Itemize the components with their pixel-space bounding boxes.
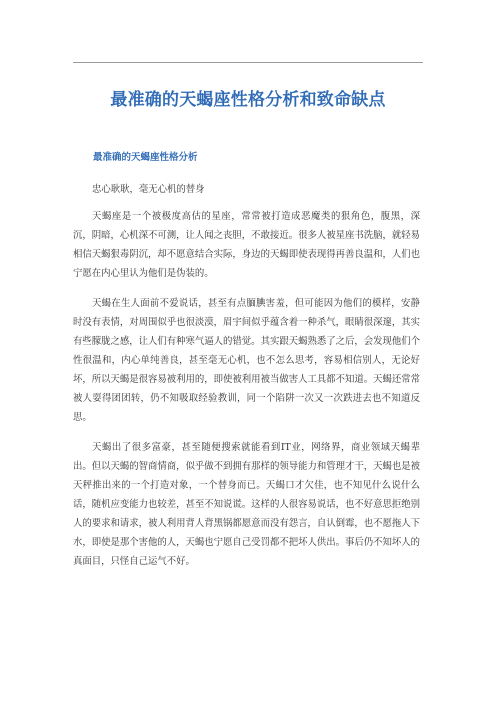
- subtitle-paragraph: 忠心耿耿，毫无心机的替身: [92, 184, 205, 195]
- document-title: 最准确的天蝎座性格分析和致命缺点: [110, 90, 386, 110]
- body-paragraph-1: 天蝎座是一个被极度高估的星座，常常被打造成恶魔类的狠角色，腹黑，深沉，阴暗，心机深不可测，让人闻之丧胆，不敢接近。很多人被星座书洗脑，就轻易相信天蝎狠毒阴沉，却不愿意结合实际，身边的天蝎即使表现得再善良温和，人们也宁愿在内心里认为他们是伪装的。: [73, 211, 420, 279]
- section-heading: 最准确的天蝎座性格分析: [93, 152, 198, 163]
- header-rule: [73, 62, 423, 63]
- document-body: [73, 180, 420, 582]
- body-paragraph-3: 天蝎出了很多富豪，甚至随便搜索就能看到IT业，网络界，商业领域天蝎辈出。但以天蝎的智商情商，似乎做不到拥有那样的领导能力和管理才干，天蝎也是被天秤推出来的一个打造对象，一个替身而已。天蝎口才欠佳，也不知见什么说什么话，随机应变能力也较差，甚至不知说谎。这样的人很容易说话，也不好意思拒绝别人的要求和请求，被人利用背人背黑锅都愿意而没有怨言，自认倒霉，也不愿拖人下水，即使是那个害他的人，天蝎也宁愿自己受罚都不把坏人供出。事后仍不知坏人的真面目，只怪自己运气不好。: [73, 442, 420, 567]
- body-paragraph-2: 天蝎在生人面前不爱说话，甚至有点腼腆害羞，但可能因为他们的模样，安静时没有表情，对周围似乎也很淡漠，眉宇间似乎蕴含着一种杀气，眼睛很深邃，其实有些朦胧之感，让人们有种寒气逼人的错觉。其实跟天蝎熟悉了之后，会发现他们个性很温和，内心单纯善良，甚至毫无心机，也不怎么思考，容易相信别人，无论好坏，所以天蝎是很容易被利用的，即使被利用被当做害人工具都不知道。天蝎还常常被人耍得团团转，仍不知吸取经验教训，同一个陷阱一次又一次跌进去也不知道反思。: [73, 298, 420, 423]
